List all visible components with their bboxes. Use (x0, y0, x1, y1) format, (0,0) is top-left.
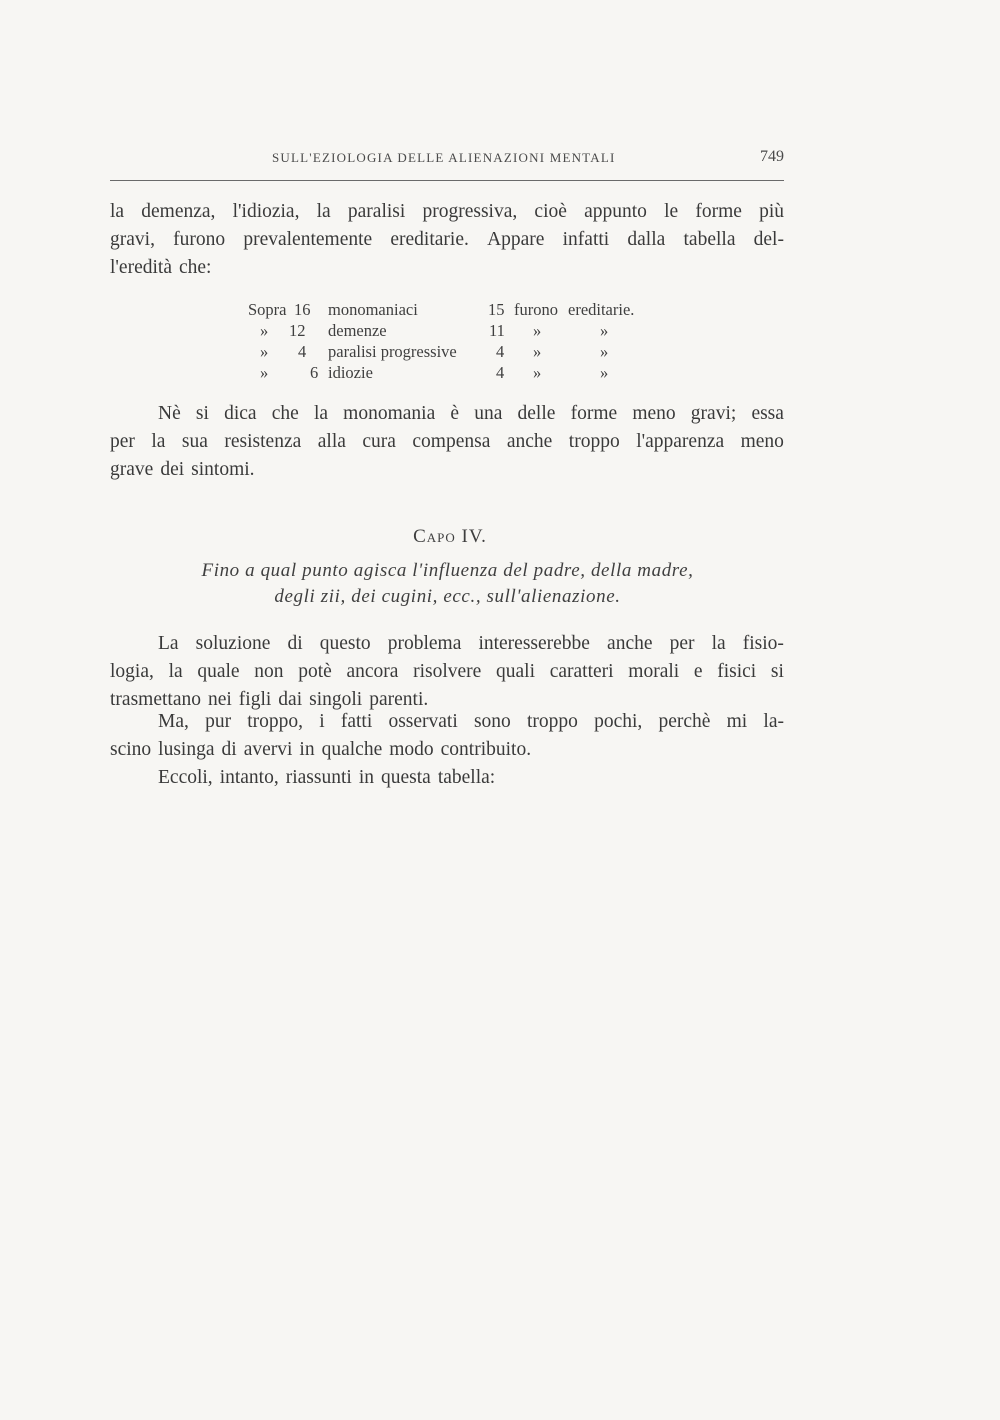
paragraph-few-facts (110, 708, 784, 764)
word: meno (740, 431, 784, 452)
word: furono (173, 229, 226, 250)
table-row (248, 321, 668, 342)
word: demenza, (141, 201, 216, 222)
page-number: 749 (760, 148, 784, 165)
word: la (168, 661, 183, 682)
row-hereditary: 15 (488, 300, 505, 319)
row-prefix: » (260, 342, 269, 361)
chapter-subtitle-line-1: Fino a qual punto agisca l'influenza del padre, della madre, (201, 560, 694, 581)
word: ancora (346, 661, 399, 682)
row-prefix: » (260, 363, 269, 382)
word: per (110, 431, 135, 452)
paragraph-monomania (110, 400, 784, 484)
word: questo (319, 633, 371, 654)
row-result-2: ereditarie. (568, 300, 635, 319)
word: caratteri (549, 661, 614, 682)
word: più (759, 201, 784, 222)
word: di (221, 739, 237, 760)
word: fatti (340, 711, 373, 732)
text-line (110, 198, 784, 226)
word: troppo (526, 711, 578, 732)
word: troppo, (247, 711, 304, 732)
paragraph-physiology (110, 630, 784, 714)
word: prevalentemente (243, 229, 373, 250)
row-result-2: » (600, 363, 609, 382)
word: delle (517, 403, 556, 424)
word: paralisi (347, 201, 406, 222)
word: modo (389, 739, 434, 760)
word: che: (178, 257, 212, 278)
word: alla (317, 431, 346, 452)
word: cioè (534, 201, 567, 222)
word: del- (753, 229, 784, 250)
text-line (110, 658, 784, 686)
text-line (110, 630, 784, 658)
row-condition: paralisi progressive (328, 342, 457, 361)
row-condition: idiozie (328, 363, 373, 382)
text-line (110, 456, 784, 484)
word: potè (298, 661, 332, 682)
word: la (110, 201, 125, 222)
word: singoli (309, 689, 363, 710)
word: dica (224, 403, 257, 424)
table-row (248, 342, 668, 363)
word: per (669, 633, 695, 654)
word: pur (205, 711, 232, 732)
row-result-2: » (600, 321, 609, 340)
text-line (110, 254, 784, 282)
word: resistenza (224, 431, 302, 452)
word: logia, (110, 661, 154, 682)
word: riassunti (285, 767, 352, 788)
word: che (271, 403, 299, 424)
chapter-label: Capo (413, 526, 456, 547)
word: sintomi. (191, 459, 255, 480)
word: troppo (568, 431, 620, 452)
row-condition: monomaniaci (328, 300, 418, 319)
word: parenti. (369, 689, 429, 710)
text-line (110, 764, 784, 792)
word: compensa (412, 431, 491, 452)
chapter-subtitle-line-2: degli zii, dei cugini, ecc., sull'alienazione. (274, 586, 621, 607)
word: Nè (158, 403, 181, 424)
word: osservati (388, 711, 458, 732)
row-count: 6 (310, 363, 319, 382)
word: le (664, 201, 679, 222)
word: dai (278, 689, 303, 710)
word: la (313, 403, 329, 424)
table-row (248, 300, 668, 321)
word: questa (381, 767, 431, 788)
word: monomania (343, 403, 436, 424)
word: essa (751, 403, 784, 424)
row-hereditary: 11 (489, 321, 505, 340)
row-result-1: » (533, 342, 542, 361)
word: grave (110, 459, 154, 480)
word: l'eredità (110, 257, 172, 278)
word: meno (632, 403, 676, 424)
table-row (248, 363, 668, 384)
word: appunto (584, 201, 647, 222)
word: quale (197, 661, 240, 682)
word: sono (473, 711, 511, 732)
word: quali (496, 661, 536, 682)
word: lusinga (158, 739, 215, 760)
word: soluzione (195, 633, 271, 654)
text-line (110, 736, 784, 764)
text-line (110, 400, 784, 428)
word: progressiva, (422, 201, 518, 222)
word: Appare (487, 229, 545, 250)
row-prefix: Sopra (248, 300, 287, 319)
word: anche (607, 633, 653, 654)
word: cura (362, 431, 396, 452)
word: in (358, 767, 374, 788)
word: forme (570, 403, 618, 424)
word: Eccoli, (158, 767, 213, 788)
row-condition: demenze (328, 321, 387, 340)
word: problema (387, 633, 462, 654)
word: figli (238, 689, 272, 710)
word: perchè (658, 711, 711, 732)
word: dei (160, 459, 185, 480)
word: e (693, 661, 703, 682)
word: la (151, 431, 166, 452)
word: avervi (243, 739, 293, 760)
row-count: 16 (294, 300, 311, 319)
word: ereditarie. (390, 229, 469, 250)
word: pochi, (594, 711, 643, 732)
word: trasmettano (110, 689, 201, 710)
paragraph-intro (110, 198, 784, 282)
row-result-1: » (533, 321, 542, 340)
running-head (110, 148, 784, 174)
word: Ma, (158, 711, 189, 732)
word: non (254, 661, 284, 682)
word: è (450, 403, 460, 424)
word: l'apparenza (636, 431, 725, 452)
word: gravi, (110, 229, 155, 250)
word: mi (726, 711, 748, 732)
word: qualche (321, 739, 383, 760)
word: anche (506, 431, 553, 452)
word: gravi; (690, 403, 737, 424)
word: infatti (562, 229, 610, 250)
word: i (319, 711, 325, 732)
paragraph-summary (110, 764, 784, 792)
text-line (110, 226, 784, 254)
row-result-1: » (533, 363, 542, 382)
text-line (110, 708, 784, 736)
chapter-number: IV. (461, 526, 487, 547)
heredity-table (248, 300, 668, 384)
running-title: SULL'EZIOLOGIA DELLE ALIENAZIONI MENTALI (272, 150, 616, 165)
word: La (158, 633, 179, 654)
row-count: 4 (298, 342, 307, 361)
row-count: 12 (289, 321, 306, 340)
word: la (711, 633, 726, 654)
text-line (110, 428, 784, 456)
word: sua (181, 431, 208, 452)
word: tabella (683, 229, 736, 250)
word: si (770, 661, 784, 682)
row-prefix: » (260, 321, 269, 340)
word: fisici (717, 661, 757, 682)
word: risolvere (413, 661, 482, 682)
word: interesserebbe (478, 633, 590, 654)
word: dalla (627, 229, 666, 250)
row-result-2: » (600, 342, 609, 361)
word: di (287, 633, 303, 654)
word: la (316, 201, 331, 222)
word: tabella: (437, 767, 496, 788)
word: contribuito. (440, 739, 532, 760)
word: una (474, 403, 503, 424)
word: la- (763, 711, 784, 732)
word: nei (207, 689, 232, 710)
word: morali (628, 661, 680, 682)
word: forme (695, 201, 742, 222)
word: si (195, 403, 209, 424)
row-result-1: furono (514, 300, 558, 319)
row-hereditary: 4 (496, 363, 505, 382)
word: intanto, (219, 767, 279, 788)
word: scino (110, 739, 152, 760)
word: fisio- (742, 633, 784, 654)
row-hereditary: 4 (496, 342, 505, 361)
chapter-heading (0, 526, 900, 548)
word: l'idiozia, (232, 201, 300, 222)
header-rule (110, 180, 784, 181)
word: in (299, 739, 315, 760)
